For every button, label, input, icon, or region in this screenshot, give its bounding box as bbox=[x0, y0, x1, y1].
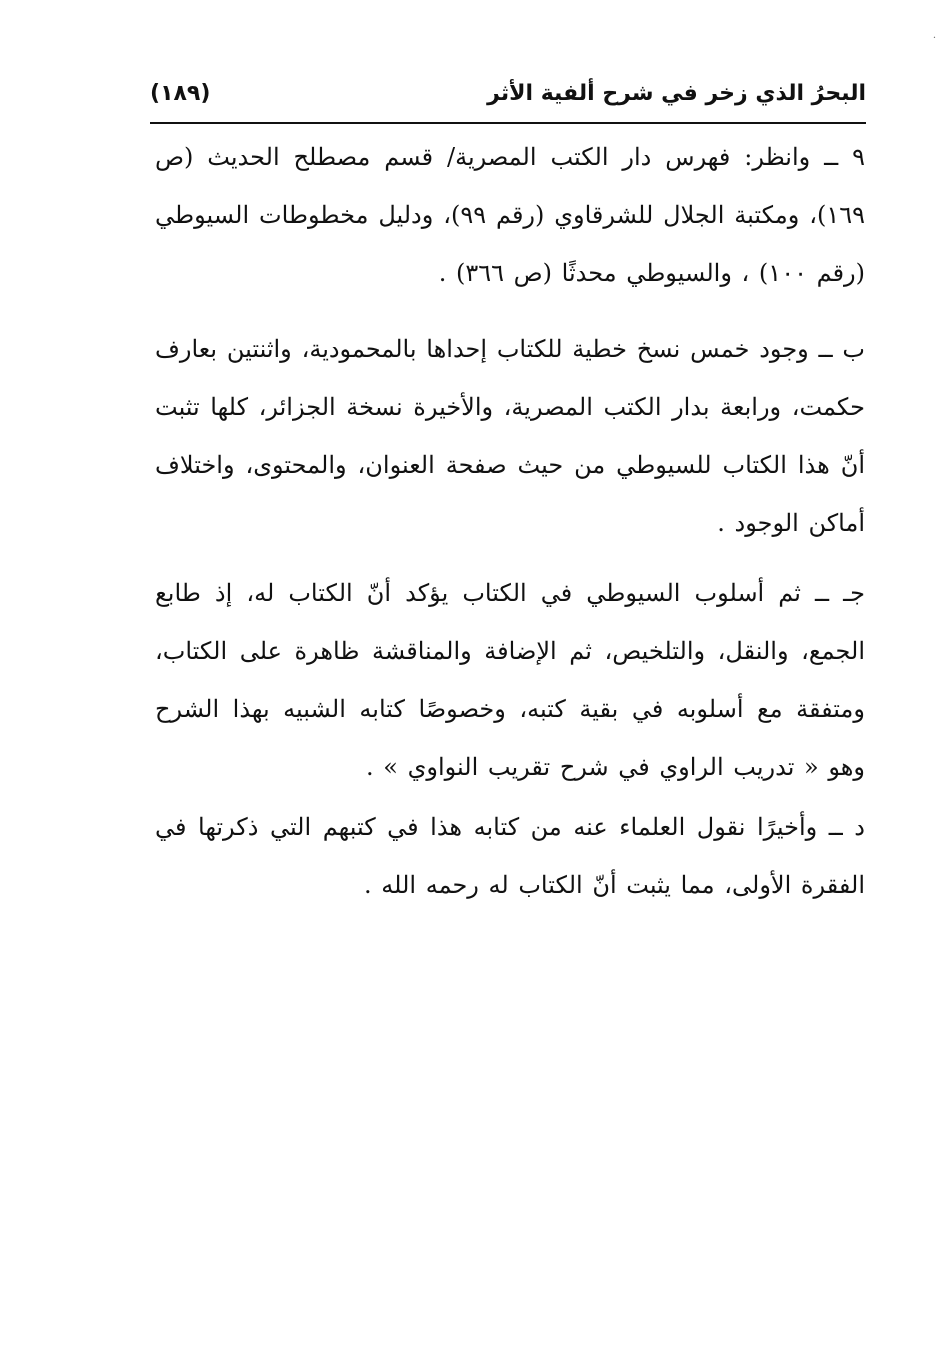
running-title: البحرُ الذي زخر في شرح ألفية الأثر bbox=[487, 81, 866, 106]
paragraph-ba: ب ــ وجود خمس نسخ خطية للكتاب إحداها بالمحمودية، واثنتين بعارف حكمت، ورابعة بدار الكتب المصرية، والأخيرة نسخة الجزائر، كلها تثبت أنّ هذا الكتاب للسيوطي من حيث صفحة العنوان، والمحتوى، واختلاف أماكن الوجود . bbox=[155, 335, 865, 537]
corner-mark: . bbox=[932, 30, 936, 41]
paragraph-9: ٩ ــ وانظر: فهرس دار الكتب المصرية/ قسم مصطلح الحديث (ص ١٦٩)، ومكتبة الجلال للشرقاوي (رقم ٩٩)، ودليل مخطوطات السيوطي (رقم ١٠٠) ، والسيوطي محدثًا (ص ٣٦٦) . bbox=[155, 143, 865, 287]
paragraph-dal: د ــ وأخيرًا نقول العلماء عنه من كتابه هذا في كتبهم التي ذكرتها في الفقرة الأولى، مما يثبت أنّ الكتاب له رحمه الله . bbox=[155, 813, 865, 899]
page-number: (١٨٩) bbox=[150, 81, 211, 106]
header-rule bbox=[150, 122, 866, 124]
page-header bbox=[150, 78, 866, 118]
paragraph-jim: جـ ــ ثم أسلوب السيوطي في الكتاب يؤكد أنّ الكتاب له، إذ طابع الجمع، والنقل، والتلخيص، ثم الإضافة والمناقشة ظاهرة على الكتاب، ومتفقة مع أسلوبه في بقية كتبه، وخصوصًا كتابه الشبيه بهذا الشرح وهو « تدريب الراوي في شرح تقريب النواوي » . bbox=[155, 579, 865, 781]
